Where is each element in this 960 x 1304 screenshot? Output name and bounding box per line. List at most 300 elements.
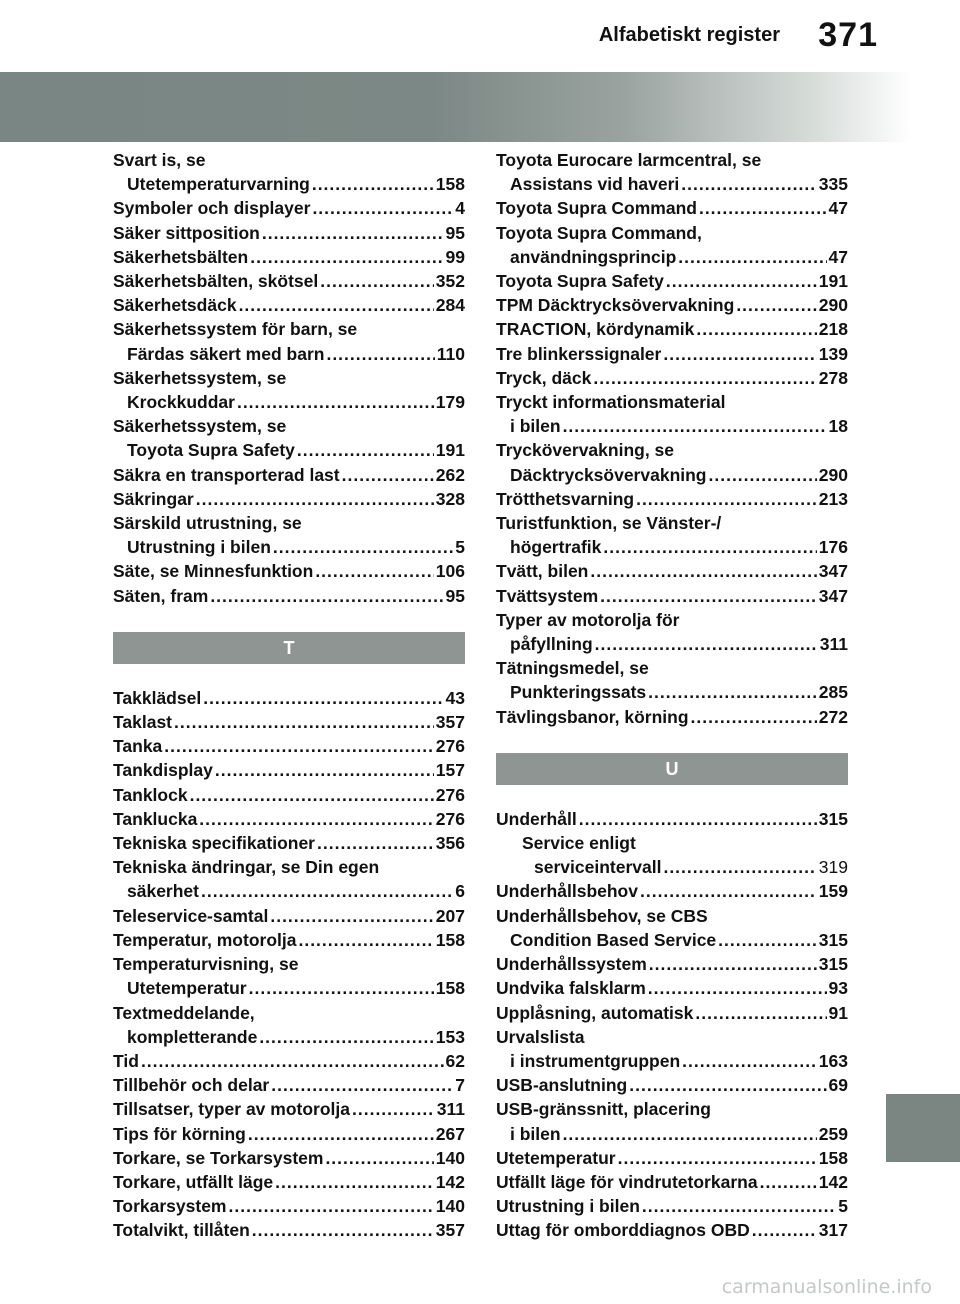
index-entry-label: Urvalslista	[496, 1026, 585, 1047]
index-entry-page: 99	[445, 246, 465, 267]
index-entry-page: 285	[818, 682, 848, 703]
index-entry-page: 158	[435, 978, 465, 999]
index-entry	[496, 269, 848, 293]
index-entry-label: Tekniska specifikationer	[113, 833, 315, 854]
dot-leader	[681, 172, 817, 196]
index-entry-label: Service enligt	[522, 833, 636, 854]
index-entry	[496, 390, 848, 414]
dot-leader	[579, 807, 817, 831]
index-entry	[496, 855, 848, 879]
index-entry	[113, 463, 465, 487]
index-entry-page: 352	[435, 271, 465, 292]
index-entry-label: Uttag för omborddiagnos OBD	[496, 1220, 750, 1241]
dot-leader	[271, 1073, 453, 1097]
index-entry-label: Upplåsning, automatisk	[496, 1002, 694, 1023]
index-entry	[496, 438, 848, 462]
index-entry-page: 158	[818, 1147, 848, 1168]
index-entry-label: Säkerhetsdäck	[113, 295, 237, 316]
index-entry-label: Tips för körning	[113, 1123, 246, 1144]
dot-leader	[164, 734, 434, 758]
index-entry-page: 7	[455, 1075, 465, 1096]
index-entry	[113, 976, 465, 1000]
dot-leader	[649, 952, 817, 976]
index-entry	[496, 705, 848, 729]
index-entry-page: 159	[818, 881, 848, 902]
index-entry	[496, 608, 848, 632]
dot-leader	[325, 1146, 433, 1170]
dot-leader	[315, 559, 433, 583]
index-entry-label: Säten, fram	[113, 585, 209, 606]
header-title: Alfabetiskt register	[598, 24, 780, 46]
index-entry-label: Säte, se Minnesfunktion	[113, 561, 314, 582]
index-entry-label: Svart is, se	[113, 150, 206, 170]
dot-leader	[760, 1170, 817, 1194]
index-entry-label: Utetemperatur	[127, 978, 247, 999]
index-entry-label: Turistfunktion, se Vänster-/	[496, 513, 722, 534]
index-entry-page: 290	[818, 295, 848, 316]
index-entry-label: Toyota Supra Safety	[496, 271, 664, 292]
dot-leader	[262, 221, 444, 245]
index-entry	[496, 952, 848, 976]
index-entry	[113, 511, 465, 535]
dot-leader	[250, 245, 443, 269]
index-entry	[113, 245, 465, 269]
index-entry-page: 6	[455, 881, 465, 902]
index-entry	[113, 438, 465, 462]
index-entry	[496, 904, 848, 928]
index-entry	[496, 976, 848, 1000]
index-entry	[496, 1122, 848, 1146]
index-entry-page: 43	[445, 687, 465, 708]
dot-leader	[563, 414, 827, 438]
index-entry-label: Toyota Supra Command,	[496, 222, 702, 243]
index-entry	[496, 1001, 848, 1025]
index-entry-page: 163	[818, 1050, 848, 1071]
index-entry-label: Tanklock	[113, 784, 188, 805]
index-entry-page: 69	[828, 1075, 848, 1096]
index-entry	[113, 710, 465, 734]
index-entry-label: Tätningsmedel, se	[496, 658, 649, 679]
index-entry	[113, 1218, 465, 1242]
index-entry-label: Taklast	[113, 712, 173, 733]
index-entry-page: 276	[435, 808, 465, 829]
dot-leader	[593, 366, 816, 390]
index-entry-label: Torkarsystem	[113, 1196, 227, 1217]
dot-leader	[678, 245, 826, 269]
index-entry	[496, 342, 848, 366]
index-entry-page: 328	[435, 488, 465, 509]
index-entry-page: 276	[435, 784, 465, 805]
index-entry-label: Säker sittposition	[113, 222, 260, 243]
index-entry	[113, 952, 465, 976]
dot-leader	[210, 584, 443, 608]
index-entry-page: 5	[838, 1196, 848, 1217]
index-entry-label: TPM Däcktrycksövervakning	[496, 295, 735, 316]
index-entry-page: 18	[828, 416, 848, 437]
index-entry	[496, 656, 848, 680]
index-entry-page: 335	[818, 174, 848, 195]
index-entry-label: Toyota Supra Safety	[127, 440, 295, 461]
index-entry	[113, 1025, 465, 1049]
index-entry	[113, 1001, 465, 1025]
index-entry-page: 290	[818, 464, 848, 485]
index-entry-label: i bilen	[510, 1123, 561, 1144]
index-entry	[496, 221, 848, 245]
index-entry-page: 4	[455, 198, 465, 219]
dot-leader	[320, 269, 434, 293]
index-entry-page: 315	[818, 929, 848, 950]
index-entry-page: 272	[818, 706, 848, 727]
index-entry-page: 262	[435, 464, 465, 485]
index-entry-label: Tryckt informationsmaterial	[496, 392, 726, 413]
index-entry-label: Torkare, se Torkarsystem	[113, 1147, 324, 1168]
index-column-right	[496, 148, 848, 1243]
index-entry-label: Tre blinkerssignaler	[496, 343, 662, 364]
index-entry-label: Tvättsystem	[496, 585, 599, 606]
index-entry	[113, 342, 465, 366]
index-entry-label: Symboler och displayer	[113, 198, 311, 219]
index-entry	[496, 632, 848, 656]
index-entry	[113, 1170, 465, 1194]
index-entry-page: 347	[818, 585, 848, 606]
index-entry	[496, 1049, 848, 1073]
dot-leader	[312, 196, 453, 220]
index-entry	[113, 1097, 465, 1121]
index-column-left	[113, 148, 465, 1243]
dot-leader	[252, 1218, 434, 1242]
dot-leader	[648, 976, 827, 1000]
index-entry	[496, 245, 848, 269]
index-entry	[113, 734, 465, 758]
index-entry-label: Utetemperaturvarning	[127, 174, 310, 195]
index-entry	[496, 1194, 848, 1218]
index-entry-label: Textmeddelande,	[113, 1002, 255, 1023]
index-entry-label: Utfällt läge för vindrutetorkarna	[496, 1171, 758, 1192]
index-entry-label: Säkerhetsbälten, skötsel	[113, 271, 319, 292]
index-entry-page: 259	[818, 1123, 848, 1144]
dot-leader	[691, 705, 817, 729]
dot-leader	[642, 1194, 836, 1218]
dot-leader	[666, 269, 817, 293]
index-entry-page: 142	[818, 1171, 848, 1192]
dot-leader	[663, 342, 816, 366]
section-side-tab	[886, 1094, 960, 1162]
decorative-band	[0, 72, 960, 142]
watermark: carmanualsonline.info	[721, 1276, 932, 1298]
index-entry-label: Torkare, utfällt läge	[113, 1171, 274, 1192]
dot-leader	[141, 1049, 444, 1073]
dot-leader	[312, 172, 434, 196]
index-entry	[496, 487, 848, 511]
index-entry-label: Tanklucka	[113, 808, 198, 829]
index-entry	[496, 831, 848, 855]
index-entry	[496, 463, 848, 487]
index-entry	[496, 196, 848, 220]
index-entry-label: användningsprincip	[510, 246, 677, 267]
index-entry	[496, 1218, 848, 1242]
index-entry	[113, 221, 465, 245]
dot-leader	[709, 463, 817, 487]
index-entry-label: i instrumentgruppen	[510, 1050, 681, 1071]
index-entry-page: 176	[818, 537, 848, 558]
index-entry	[113, 783, 465, 807]
index-entry	[496, 1170, 848, 1194]
index-entry-page: 207	[435, 905, 465, 926]
index-entry-label: Assistans vid haveri	[510, 174, 680, 195]
index-entry	[496, 928, 848, 952]
index-entry-page: 47	[828, 246, 848, 267]
index-entry	[496, 879, 848, 903]
index-entry-label: Tekniska ändringar, se Din egen	[113, 857, 380, 878]
dot-leader	[629, 1073, 826, 1097]
index-entry-label: serviceintervall	[534, 857, 662, 878]
index-entry-label: Säkerhetssystem, se	[113, 416, 287, 437]
index-entry-label: Tankdisplay	[113, 760, 213, 781]
index-entry-label: Punkteringssats	[510, 682, 647, 703]
index-entry	[496, 293, 848, 317]
dot-leader	[249, 976, 434, 1000]
index-entry	[113, 269, 465, 293]
dot-leader	[174, 710, 434, 734]
index-entry-page: 191	[435, 440, 465, 461]
index-entry-label: Totalvikt, tillåten	[113, 1220, 250, 1241]
index-entry-label: Tvätt, bilen	[496, 561, 589, 582]
dot-leader	[203, 686, 443, 710]
index-entry-page: 62	[445, 1050, 465, 1071]
index-entry	[113, 366, 465, 390]
dot-leader	[600, 584, 817, 608]
index-entry	[496, 1073, 848, 1097]
index-entry	[496, 366, 848, 390]
dot-leader	[736, 293, 816, 317]
index-entry	[113, 559, 465, 583]
index-entry	[113, 172, 465, 196]
dot-leader	[273, 535, 453, 559]
dot-leader	[752, 1218, 817, 1242]
index-entry-page: 315	[818, 954, 848, 975]
index-entry-label: Färdas säkert med barn	[127, 343, 325, 364]
dot-leader	[229, 1194, 434, 1218]
dot-leader	[215, 758, 434, 782]
index-entry-page: 47	[828, 198, 848, 219]
index-entry-page: 142	[435, 1171, 465, 1192]
index-entry-page: 278	[818, 367, 848, 388]
index-entry-label: säkerhet	[127, 881, 199, 902]
index-entry-label: Tryck, däck	[496, 367, 592, 388]
index-entry-label: Tävlingsbanor, körning	[496, 706, 689, 727]
index-entry	[496, 680, 848, 704]
index-entry-label: Takklädsel	[113, 687, 202, 708]
index-entry	[113, 1122, 465, 1146]
dot-leader	[297, 438, 434, 462]
index-entry-page: 110	[436, 343, 465, 364]
dot-leader	[237, 390, 434, 414]
letter-section-header: U	[496, 753, 848, 785]
index-entry-label: TRACTION, kördynamik	[496, 319, 695, 340]
dot-leader	[595, 632, 818, 656]
letter-section-header: T	[113, 632, 465, 664]
index-entry-label: Temperaturvisning, se	[113, 954, 299, 975]
index-entry-label: Trötthetsvarning	[496, 488, 635, 509]
dot-leader	[640, 879, 817, 903]
index-entry-page: 140	[435, 1147, 465, 1168]
dot-leader	[199, 807, 434, 831]
index-entry-label: Säkerhetsbälten	[113, 246, 249, 267]
dot-leader	[275, 1170, 434, 1194]
index-entry-label: högertrafik	[510, 537, 602, 558]
dot-leader	[699, 196, 827, 220]
dot-leader	[696, 317, 816, 341]
index-entry-page: 311	[436, 1099, 465, 1120]
index-entry	[496, 1097, 848, 1121]
index-entry	[496, 511, 848, 535]
dot-leader	[259, 1025, 433, 1049]
index-entry-label: Temperatur, motorolja	[113, 929, 297, 950]
index-entry-label: kompletterande	[127, 1026, 258, 1047]
index-entry	[113, 1194, 465, 1218]
dot-leader	[190, 783, 434, 807]
index-entry-label: Särskild utrustning, se	[113, 513, 302, 534]
index-entry-label: i bilen	[510, 416, 561, 437]
dot-leader	[603, 535, 816, 559]
index-entry-page: 356	[435, 833, 465, 854]
index-entry	[113, 293, 465, 317]
index-entry	[496, 1146, 848, 1170]
index-entry	[496, 148, 848, 172]
index-entry-page: 319	[818, 857, 848, 878]
index-entry-page: 276	[435, 736, 465, 757]
index-entry	[496, 414, 848, 438]
index-entry-page: 179	[435, 392, 465, 413]
index-entry-page: 317	[818, 1220, 848, 1241]
dot-leader	[196, 487, 434, 511]
index-entry-page: 153	[435, 1026, 465, 1047]
index-entry-page: 284	[435, 295, 465, 316]
index-entry	[113, 1073, 465, 1097]
index-entry	[113, 317, 465, 341]
index-entry-page: 139	[818, 343, 848, 364]
index-entry-page: 213	[818, 488, 848, 509]
index-entry	[113, 758, 465, 782]
page-number: 371	[818, 16, 878, 54]
index-entry-page: 191	[818, 271, 848, 292]
dot-leader	[326, 342, 434, 366]
dot-leader	[342, 463, 434, 487]
dot-leader	[201, 879, 453, 903]
index-entry	[113, 1049, 465, 1073]
index-entry	[496, 535, 848, 559]
dot-leader	[563, 1122, 817, 1146]
dot-leader	[590, 559, 816, 583]
index-entry	[496, 807, 848, 831]
index-entry-page: 106	[435, 561, 465, 582]
index-entry-label: Säkerhetssystem för barn, se	[113, 319, 358, 340]
index-entry-page: 311	[819, 634, 848, 655]
index-entry-label: Tillsatser, typer av motorolja	[113, 1099, 350, 1120]
dot-leader	[718, 928, 817, 952]
index-entry	[113, 535, 465, 559]
dot-leader	[248, 1122, 434, 1146]
index-entry-page: 140	[435, 1196, 465, 1217]
index-entry-page: 5	[455, 537, 465, 558]
dot-leader	[317, 831, 434, 855]
dot-leader	[298, 928, 433, 952]
index-entry-page: 95	[445, 222, 465, 243]
index-entry-label: Condition Based Service	[510, 929, 717, 950]
index-entry	[496, 559, 848, 583]
index-entry	[496, 317, 848, 341]
index-entry-label: Säkra en transporterad last	[113, 464, 340, 485]
index-entry-label: Krockkuddar	[127, 392, 235, 413]
index-entry-page: 95	[445, 585, 465, 606]
index-entry-label: påfyllning	[510, 634, 593, 655]
index-entry-page: 158	[435, 929, 465, 950]
index-entry-page: 93	[828, 978, 848, 999]
dot-leader	[618, 1146, 817, 1170]
index-entry-label: Underhållssystem	[496, 954, 647, 975]
page-header	[0, 0, 960, 64]
index-entry-page: 158	[435, 174, 465, 195]
index-entry-page: 357	[435, 712, 465, 733]
index-entry-label: Säkringar	[113, 488, 194, 509]
index-entry-label: Tillbehör och delar	[113, 1075, 270, 1096]
index-entry-page: 357	[435, 1220, 465, 1241]
index-entry-label: Säkerhetssystem, se	[113, 367, 287, 388]
index-entry	[113, 855, 465, 879]
dot-leader	[352, 1097, 435, 1121]
index-entry	[113, 196, 465, 220]
index-entry-page: 315	[818, 808, 848, 829]
index-entry	[113, 390, 465, 414]
index-entry-page: 347	[818, 561, 848, 582]
index-entry-label: Utrustning i bilen	[127, 537, 271, 558]
index-entry-label: Utetemperatur	[496, 1147, 616, 1168]
index-entry-label: Tid	[113, 1050, 139, 1071]
index-entry-label: Tanka	[113, 736, 163, 757]
index-entry	[113, 414, 465, 438]
dot-leader	[648, 680, 817, 704]
index-entry-label: Toyota Supra Command	[496, 198, 697, 219]
index-entry-page: 91	[828, 1002, 848, 1023]
index-entry	[113, 686, 465, 710]
index-entry-label: Typer av motorolja för	[496, 609, 680, 630]
index-entry	[113, 807, 465, 831]
index-entry	[496, 172, 848, 196]
index-entry-label: Tryckövervakning, se	[496, 440, 675, 461]
index-entry	[113, 928, 465, 952]
index-entry-label: Utrustning i bilen	[496, 1196, 640, 1217]
index-entry-page: 267	[435, 1123, 465, 1144]
index-entry	[113, 1146, 465, 1170]
index-entry	[113, 487, 465, 511]
index-entry	[113, 148, 465, 172]
dot-leader	[682, 1049, 817, 1073]
index-entry	[496, 1025, 848, 1049]
index-entry	[113, 831, 465, 855]
index-entry-label: Underhållsbehov	[496, 881, 638, 902]
index-entry-label: Underhållsbehov, se CBS	[496, 905, 708, 926]
index-entry-label: USB-gränssnitt, placering	[496, 1099, 711, 1120]
dot-leader	[695, 1001, 826, 1025]
index-entry-page: 157	[435, 760, 465, 781]
index-entry-label: Underhåll	[496, 808, 577, 829]
index-entry-label: Toyota Eurocare larmcentral, se	[496, 150, 762, 170]
index-entry-label: USB-anslutning	[496, 1075, 628, 1096]
index-entry	[113, 879, 465, 903]
dot-leader	[239, 293, 434, 317]
index-entry-page: 218	[818, 319, 848, 340]
dot-leader	[270, 904, 433, 928]
